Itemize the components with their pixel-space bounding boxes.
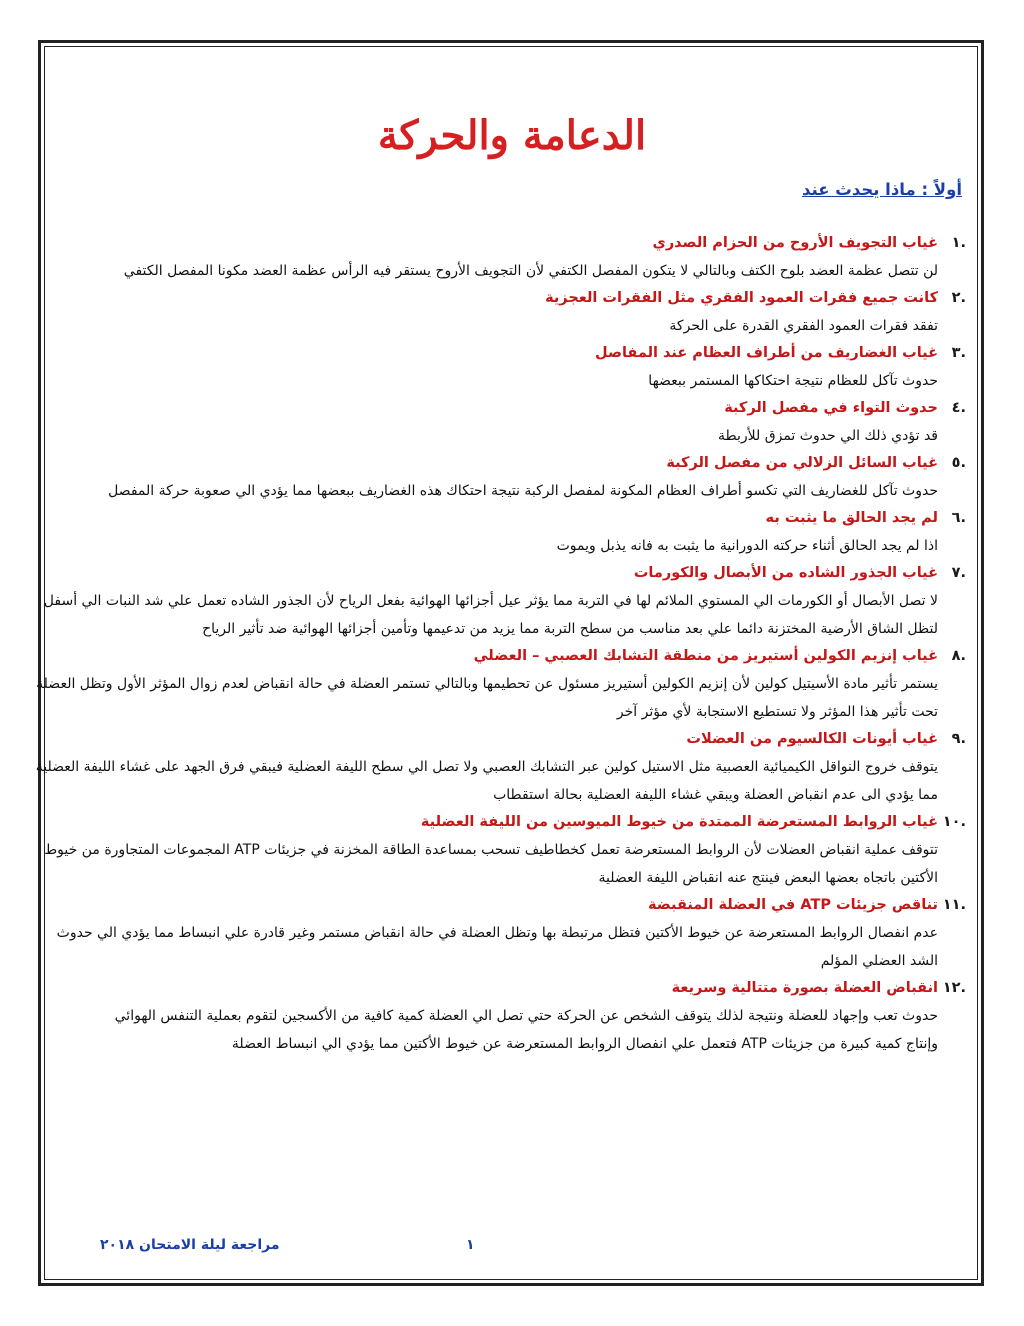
- item-number: .٦: [951, 510, 966, 526]
- list-item: [43, 560, 966, 643]
- footer-label: مراجعة ليلة الامتحان ٢٠١٨: [100, 1237, 280, 1253]
- item-body: يستمر تأثير مادة الأسيتيل كولين لأن إنزيم الكولين أستيريز مسئول عن تحطيمها وبالتالي تستمر العضلة في حالة انقباض لعدم زوال المؤثر الأول وتظل العضلة تحت تأثير هذا المؤثر ولا تستطيع الاستجابة لأي مؤثر آخر: [36, 676, 938, 720]
- item-heading: [98, 809, 966, 836]
- item-number: .٣: [951, 345, 966, 361]
- item-heading: [98, 643, 966, 670]
- item-body: يتوقف خروج النواقل الكيميائية العصبية مثل الاستيل كولين عبر التشابك العصبي ولا تصل الي سطح الليفة العضلية فيبقي فرق الجهد على غشاء الليفة العضلية مما يؤدي الى عدم انقباض العضلة ويبقي غشاء الليفة العضلية بحالة استقطاب: [35, 759, 938, 803]
- item-heading-text: غياب إنزيم الكولين أستيريز من منطقة التشابك العصبي – العضلي: [473, 648, 938, 664]
- list-item: [98, 505, 966, 560]
- item-body: لا تصل الأبصال أو الكورمات الي المستوي الملائم لها في التربة مما يؤثر عيل أجزائها الهوائية بفعل الرياح لأن الجذور الشاده تعمل علي شد النبات الي أسفل لتظل الشاق الأرضية المختزنة دائما علي بعد مناسب من سطح التربة مما يزيد من تدعيمها وتأمين أجزائها الهوائية ضد تأثير الرياح: [43, 593, 938, 637]
- page-number: ١: [466, 1237, 475, 1253]
- list-item: [98, 230, 966, 285]
- item-number: .٢: [951, 290, 966, 306]
- list-item: [98, 395, 966, 450]
- list-item: [98, 340, 966, 395]
- item-heading: [98, 505, 966, 532]
- list-item: [56, 892, 966, 975]
- item-heading: [98, 726, 966, 753]
- list-item: [98, 975, 966, 1058]
- item-number: .٧: [951, 565, 966, 581]
- item-number: .٩: [951, 731, 966, 747]
- item-heading-text: غياب الروابط المستعرضة الممتدة من خيوط الميوسين من الليفة العضلية: [420, 814, 938, 830]
- question-list: [35, 230, 966, 1058]
- item-number: .٤: [951, 400, 966, 416]
- item-heading-text: كانت جميع فقرات العمود الفقري مثل الفقرات العجزية: [545, 290, 938, 306]
- item-heading: [98, 560, 966, 587]
- item-body: لن تتصل عظمة العضد بلوح الكتف وبالتالي لا يتكون المفصل الكتفي لأن التجويف الأروح يستقر فيه الرأس عظمة العضد مكونا المفصل الكتفي: [123, 263, 938, 279]
- item-body: حدوث تعب وإجهاد للعضلة ونتيجة لذلك يتوقف الشخص عن الحركة حتي تصل الي العضلة كمية كافية من الأكسجين لتقوم بعملية التنفس الهوائي وإنتاج كمية كبيرة من جزيئات ATP فتعمل علي انفصال الروابط المستعرضة عن خيوط الأكتين مما يؤدي الي انبساط العضلة: [114, 1008, 938, 1052]
- item-heading: [98, 450, 966, 477]
- list-item: [98, 285, 966, 340]
- page-title: الدعامة والحركة: [377, 112, 647, 159]
- item-heading-text: غياب التجويف الأروح من الحزام الصدري: [652, 235, 938, 251]
- item-heading: [98, 892, 966, 919]
- list-item: [35, 726, 966, 809]
- section-heading: أولاً : ماذا يحدث عند: [801, 180, 962, 199]
- item-heading-text: غياب الجذور الشاده من الأبصال والكورمات: [633, 565, 938, 581]
- item-heading: [98, 395, 966, 422]
- item-number: .١: [951, 235, 966, 251]
- item-heading-text: حدوث التواء في مفصل الركبة: [724, 400, 938, 416]
- item-heading-text: تناقص جزيئات ATP في العضلة المنقبضة: [647, 897, 938, 913]
- list-item: [98, 450, 966, 505]
- list-item: [36, 643, 966, 726]
- item-number: .١٠: [942, 814, 966, 830]
- item-number: .١٢: [942, 980, 966, 996]
- item-body: قد تؤدي ذلك الي حدوث تمزق للأربطة: [718, 428, 938, 444]
- item-body: حدوث تآكل للعظام نتيجة احتكاكها المستمر ببعضها: [648, 373, 938, 389]
- item-heading-text: غياب الغضاريف من أطراف العظام عند المفاصل: [595, 345, 938, 361]
- list-item: [44, 809, 966, 892]
- item-heading: [98, 230, 966, 257]
- item-heading-text: غياب السائل الزلالي من مفصل الركبة: [666, 455, 938, 471]
- item-heading-text: غياب أيونات الكالسيوم من العضلات: [686, 731, 938, 747]
- item-number: .١١: [942, 897, 966, 913]
- item-number: .٥: [951, 455, 966, 471]
- item-heading: [98, 975, 966, 1002]
- item-body: عدم انفصال الروابط المستعرضة عن خيوط الأكتين فتظل مرتبطة بها وتظل العضلة في حالة انقباض مستمر وغير قادرة علي انبساط مما يؤدي الي حدوث الشد العضلي المؤلم: [56, 925, 938, 969]
- item-body: اذا لم يجد الحالق أثناء حركته الدورانية ما يثبت به فانه يذبل ويموت: [556, 538, 938, 554]
- item-heading-text: انقباض العضلة بصورة متتالية وسريعة: [671, 980, 938, 996]
- item-number: .٨: [951, 648, 966, 664]
- item-body: حدوث تآكل للغضاريف التي تكسو أطراف العظام المكونة لمفصل الركبة نتيجة احتكاك هذه الغضاريف ببعضها مما يؤدي الي صعوبة حركة المفصل: [108, 483, 938, 499]
- item-body: تتوقف عملية انقباض العضلات لأن الروابط المستعرضة تعمل كخطاطيف تسحب بمساعدة الطاقة المخزنة في جزيئات ATP المجموعات المتجاورة من خيوط الأكتين باتجاه بعضها البعض فينتج عنه انقباض الليفة العضلية: [44, 842, 938, 886]
- item-heading: [98, 340, 966, 367]
- item-heading: [98, 285, 966, 312]
- item-heading-text: لم يجد الحالق ما يثبت به: [765, 510, 938, 526]
- item-body: تفقد فقرات العمود الفقري القدرة على الحركة: [669, 318, 938, 334]
